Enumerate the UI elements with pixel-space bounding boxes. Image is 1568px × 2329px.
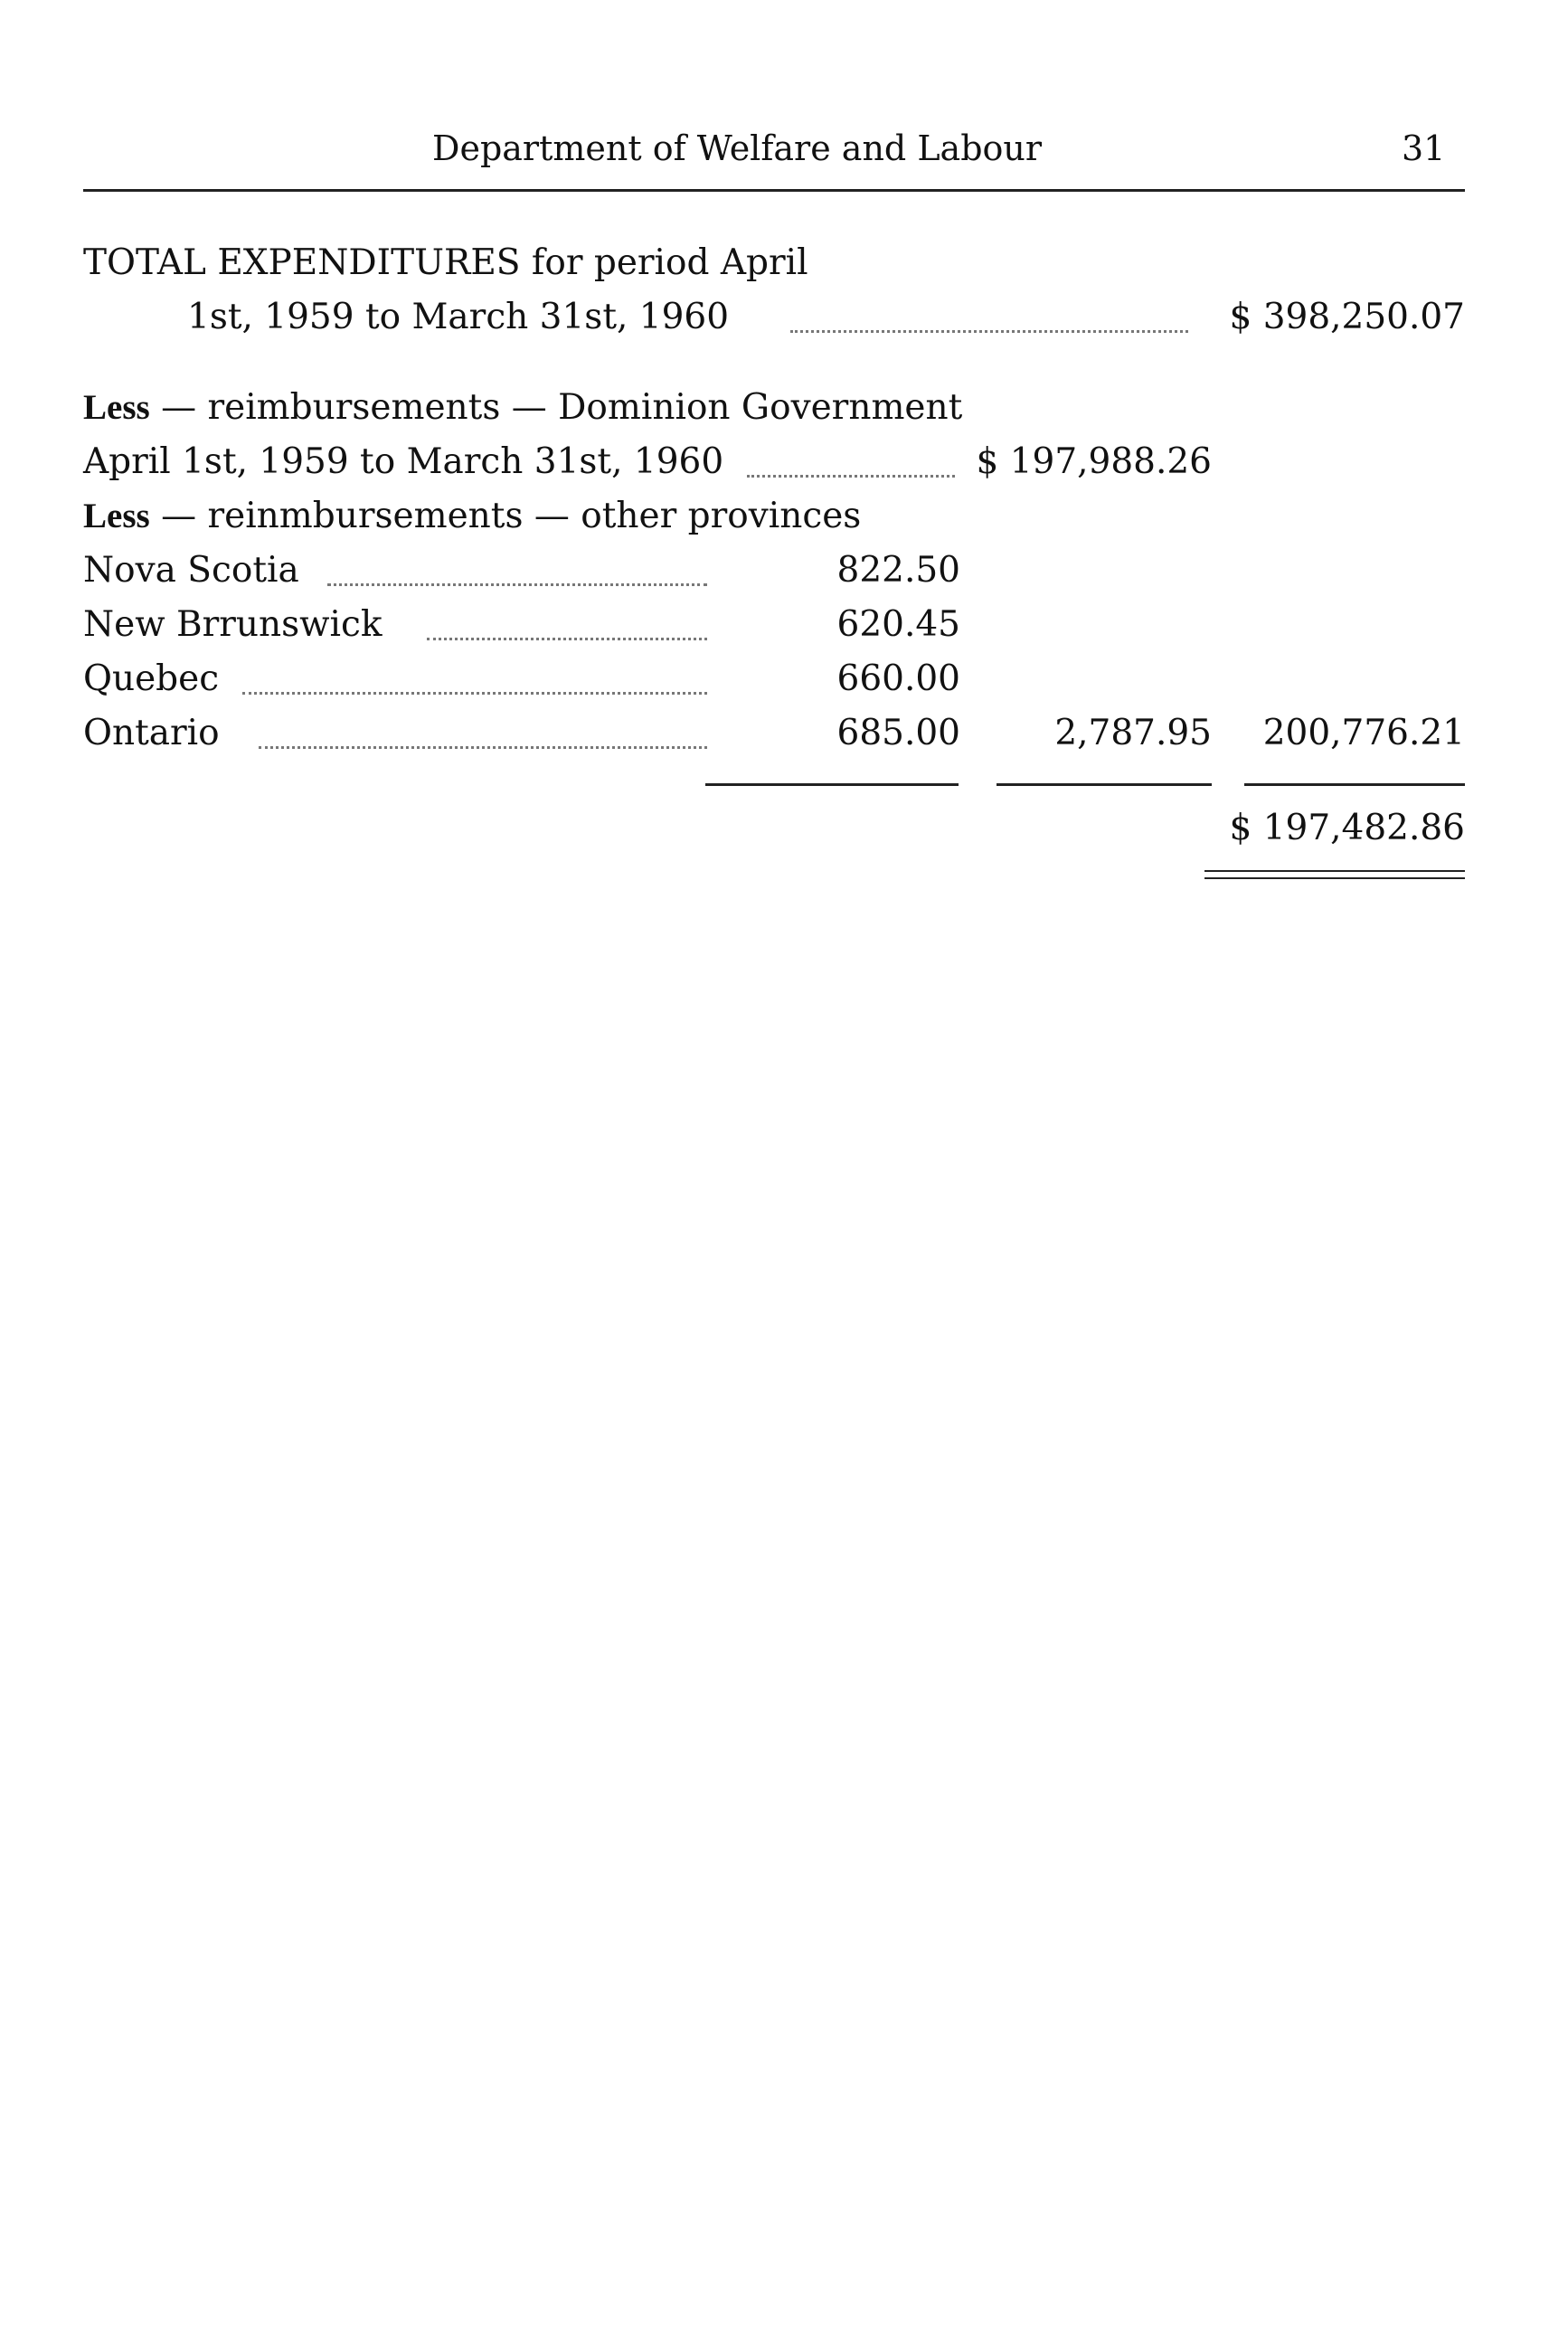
running-header-title: Department of Welfare and Labour	[432, 128, 1043, 168]
provinces-heading	[83, 496, 861, 536]
total-expenditures-amount: $ 398,250.07	[1229, 297, 1465, 337]
leader-dots	[327, 583, 707, 586]
less-label: Less	[83, 388, 150, 427]
sum-rule-combined	[1244, 783, 1465, 786]
province-name-nova-scotia: Nova Scotia	[83, 550, 299, 591]
province-amount-new-brunswick: 620.45	[836, 604, 960, 645]
provinces-subtotal: 2,787.95	[1054, 713, 1212, 753]
province-name-quebec: Quebec	[83, 658, 220, 699]
leader-dots	[790, 330, 1188, 333]
dominion-heading-text: — reimbursements — Dominion Government	[161, 387, 963, 428]
total-expenditures-line2: 1st, 1959 to March 31st, 1960	[187, 297, 730, 337]
provinces-heading-text: — reinmbursements — other provinces	[161, 496, 862, 536]
double-underline	[1204, 870, 1465, 879]
province-name-new-brunswick: New Brrunswick	[83, 604, 383, 645]
net-amount: $ 197,482.86	[1229, 808, 1465, 848]
sum-rule-subtotal	[997, 783, 1212, 786]
total-expenditures-line1: TOTAL EXPENDITURES for period April	[83, 242, 808, 283]
dominion-amount: $ 197,988.26	[976, 441, 1212, 482]
page-number: 31	[1402, 128, 1446, 168]
leader-dots	[242, 692, 707, 695]
reimbursements-combined-total: 200,776.21	[1262, 713, 1465, 753]
header-rule	[83, 189, 1465, 192]
province-amount-nova-scotia: 822.50	[836, 550, 960, 591]
province-name-ontario: Ontario	[83, 713, 220, 753]
leader-dots	[427, 638, 707, 640]
dominion-period: April 1st, 1959 to March 31st, 1960	[83, 441, 724, 482]
dominion-heading	[83, 387, 962, 428]
province-amount-quebec: 660.00	[836, 658, 960, 699]
less-label: Less	[83, 497, 150, 535]
province-amount-ontario: 685.00	[836, 713, 960, 753]
leader-dots	[747, 475, 955, 478]
sum-rule-provinces	[705, 783, 959, 786]
leader-dots	[259, 746, 707, 749]
